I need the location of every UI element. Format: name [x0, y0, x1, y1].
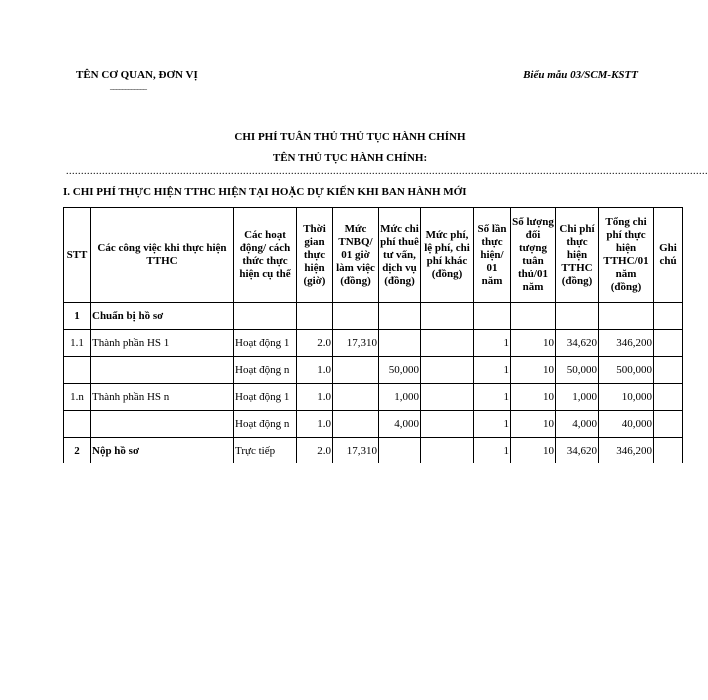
cost-table — [63, 207, 683, 463]
cell-note — [654, 411, 683, 438]
cell-subjects: 10 — [511, 438, 556, 464]
cell-subjects: 10 — [511, 411, 556, 438]
cell-time: 1.0 — [297, 384, 333, 411]
cell-subjects — [511, 303, 556, 330]
cell-cost — [556, 303, 599, 330]
cell-note — [654, 438, 683, 464]
cell-time: 2.0 — [297, 438, 333, 464]
cell-stt — [64, 411, 91, 438]
cell-income — [333, 303, 379, 330]
col-header-subjects: Số lượng đối tượng tuân thủ/01 năm — [511, 208, 556, 303]
cell-activity: Hoạt động n — [234, 411, 297, 438]
section-title: I. CHI PHÍ THỰC HIỆN TTHC HIỆN TẠI HOẶC DỰ KIẾN KHI BAN HÀNH MỚI — [63, 186, 467, 198]
table-row — [64, 303, 683, 330]
cell-activity: Hoạt động n — [234, 357, 297, 384]
cell-note — [654, 384, 683, 411]
cell-income — [333, 357, 379, 384]
cell-stt: 1 — [64, 303, 91, 330]
col-header-consult: Mức chi phí thuê tư vấn, dịch vụ (đồng) — [379, 208, 421, 303]
cell-total: 40,000 — [599, 411, 654, 438]
cell-consult — [379, 438, 421, 464]
col-header-task: Các công việc khi thực hiện TTHC — [91, 208, 234, 303]
cell-income — [333, 384, 379, 411]
cell-consult: 50,000 — [379, 357, 421, 384]
col-header-times: Số lần thực hiện/ 01 năm — [474, 208, 511, 303]
cell-activity — [234, 303, 297, 330]
cell-activity: Trực tiếp — [234, 438, 297, 464]
cell-times: 1 — [474, 384, 511, 411]
cell-stt: 1.1 — [64, 330, 91, 357]
table-row — [64, 438, 683, 464]
cell-fee — [421, 384, 474, 411]
col-header-note: Ghi chú — [654, 208, 683, 303]
cell-note — [654, 303, 683, 330]
cell-stt: 1.n — [64, 384, 91, 411]
cell-consult — [379, 303, 421, 330]
cell-subjects: 10 — [511, 357, 556, 384]
col-header-stt: STT — [64, 208, 91, 303]
cell-consult — [379, 330, 421, 357]
cell-times: 1 — [474, 438, 511, 464]
cell-consult: 1,000 — [379, 384, 421, 411]
cell-total: 346,200 — [599, 330, 654, 357]
cell-task — [91, 357, 234, 384]
cell-times: 1 — [474, 411, 511, 438]
cell-fee — [421, 303, 474, 330]
cell-task: Thành phần HS n — [91, 384, 234, 411]
table-row — [64, 384, 683, 411]
cell-consult: 4,000 — [379, 411, 421, 438]
cell-time: 2.0 — [297, 330, 333, 357]
document-title: CHI PHÍ TUÂN THỦ THỦ TỤC HÀNH CHÍNH — [234, 131, 466, 143]
cell-total — [599, 303, 654, 330]
cell-fee — [421, 438, 474, 464]
cell-total: 346,200 — [599, 438, 654, 464]
cell-subjects: 10 — [511, 330, 556, 357]
cell-task — [91, 411, 234, 438]
cell-subjects: 10 — [511, 384, 556, 411]
cell-task: Nộp hồ sơ — [91, 438, 234, 464]
cell-total: 500,000 — [599, 357, 654, 384]
col-header-total: Tổng chi phí thực hiện TTHC/01 năm (đồng) — [599, 208, 654, 303]
cell-times — [474, 303, 511, 330]
cell-task: Thành phần HS 1 — [91, 330, 234, 357]
cell-note — [654, 330, 683, 357]
procedure-name-label: TÊN THỦ TỤC HÀNH CHÍNH: — [272, 152, 428, 164]
cell-fee — [421, 330, 474, 357]
cell-stt: 2 — [64, 438, 91, 464]
cell-cost: 34,620 — [556, 330, 599, 357]
form-code: Biểu mẫu 03/SCM-KSTT — [523, 69, 638, 81]
table-row — [64, 411, 683, 438]
procedure-name-dots: ...................................................................................................................................................................................................................... — [66, 166, 708, 177]
cell-task: Chuẩn bị hồ sơ — [91, 303, 234, 330]
cell-time — [297, 303, 333, 330]
org-name: TÊN CƠ QUAN, ĐƠN VỊ — [76, 69, 198, 81]
cell-cost: 34,620 — [556, 438, 599, 464]
col-header-cost: Chi phí thực hiện TTHC (đồng) — [556, 208, 599, 303]
table-header-row — [64, 208, 683, 303]
col-header-activity: Các hoạt động/ cách thức thực hiện cụ thể — [234, 208, 297, 303]
table-row — [64, 330, 683, 357]
col-header-income: Mức TNBQ/ 01 giờ làm việc (đồng) — [333, 208, 379, 303]
cell-stt — [64, 357, 91, 384]
cell-activity: Hoạt động 1 — [234, 330, 297, 357]
cell-time: 1.0 — [297, 411, 333, 438]
cell-time: 1.0 — [297, 357, 333, 384]
cell-note — [654, 357, 683, 384]
cell-income — [333, 411, 379, 438]
col-header-time: Thời gian thực hiện (giờ) — [297, 208, 333, 303]
cell-total: 10,000 — [599, 384, 654, 411]
cell-times: 1 — [474, 330, 511, 357]
cell-times: 1 — [474, 357, 511, 384]
cell-activity: Hoạt động 1 — [234, 384, 297, 411]
cell-cost: 50,000 — [556, 357, 599, 384]
org-underline: ____________ — [110, 82, 146, 91]
cell-fee — [421, 411, 474, 438]
col-header-fee: Mức phí, lệ phí, chi phí khác (đồng) — [421, 208, 474, 303]
cell-income: 17,310 — [333, 438, 379, 464]
cell-fee — [421, 357, 474, 384]
table-row — [64, 357, 683, 384]
cell-cost: 4,000 — [556, 411, 599, 438]
cell-income: 17,310 — [333, 330, 379, 357]
cell-cost: 1,000 — [556, 384, 599, 411]
